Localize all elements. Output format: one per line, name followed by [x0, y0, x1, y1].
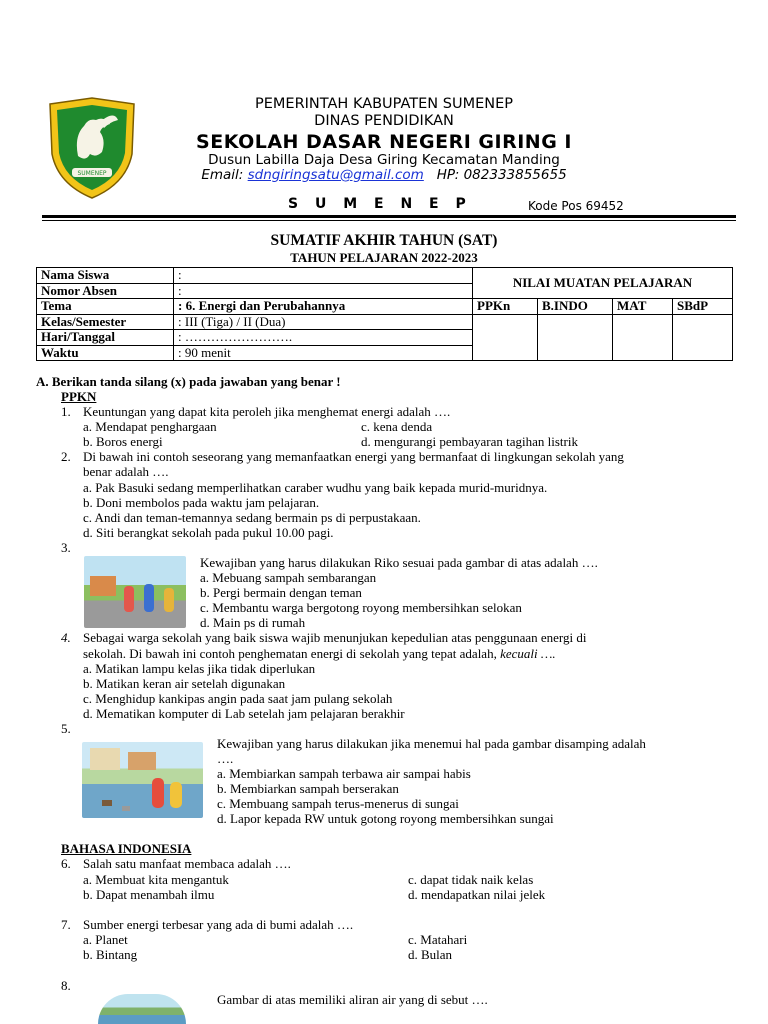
exam-title: SUMATIF AKHIR TAHUN (SAT)	[270, 232, 498, 249]
q6-option-c[interactable]: c. dapat tidak naik kelas	[408, 872, 534, 887]
label-kelas: Kelas/Semester	[37, 314, 174, 330]
q1-option-b[interactable]: b. Boros energi	[83, 434, 163, 449]
q1-option-d[interactable]: d. mengurangi pembayaran tagihan listrik	[361, 434, 578, 449]
q8-number: 8.	[61, 978, 71, 993]
q3-option-a[interactable]: a. Mebuang sampah sembarangan	[200, 570, 377, 585]
subject-sbdp: SBdP	[673, 299, 733, 315]
q3-number: 3.	[61, 540, 71, 555]
q2-option-a[interactable]: a. Pak Basuki sedang memperlihatkan caraber wudhu yang baik kepada murid-muridnya.	[83, 480, 548, 495]
subject-mat: MAT	[613, 299, 673, 315]
q3-option-b[interactable]: b. Pergi bermain dengan teman	[200, 585, 362, 600]
q6-option-a[interactable]: a. Membuat kita mengantuk	[83, 872, 229, 887]
q4-text-2-line	[83, 646, 556, 661]
q5-option-c[interactable]: c. Membuang sampah terus-menerus di sungai	[217, 796, 459, 811]
subject-bindo: B.INDO	[538, 299, 613, 315]
q7-option-d[interactable]: d. Bulan	[408, 947, 453, 962]
q5-number: 5.	[61, 721, 71, 736]
q7-option-b[interactable]: b. Bintang	[83, 947, 138, 962]
q4-option-b[interactable]: b. Matikan keran air setelah digunakan	[83, 676, 286, 691]
exam-year: TAHUN PELAJARAN 2022-2023	[290, 250, 478, 265]
label-waktu: Waktu	[37, 345, 174, 361]
value-tema: : 6. Energi dan Perubahannya	[174, 299, 473, 315]
q2-number: 2.	[61, 449, 71, 464]
value-kelas: : III (Tiga) / II (Dua)	[174, 314, 473, 330]
q5-option-b[interactable]: b. Membiarkan sampah berserakan	[217, 781, 399, 796]
header-line-2: DINAS PENDIDIKAN	[314, 113, 454, 129]
score-sbdp[interactable]	[673, 314, 733, 361]
q2-option-c[interactable]: c. Andi dan teman-temannya sedang bermain ps di perpustakaan.	[83, 510, 421, 525]
q3-illustration	[84, 556, 186, 628]
school-address: Dusun Labilla Daja Desa Giring Kecamatan Manding	[208, 152, 560, 168]
q2-option-b[interactable]: b. Doni membolos pada waktu jam pelajaran.	[83, 495, 320, 510]
section-ppkn: PPKN	[61, 389, 97, 404]
header-divider-thick	[42, 215, 736, 218]
q7-text: Sumber energi terbesar yang ada di bumi adalah ….	[83, 917, 354, 932]
q1-number: 1.	[61, 404, 71, 419]
student-info-table	[36, 267, 733, 361]
q3-option-d[interactable]: d. Main ps di rumah	[200, 615, 306, 630]
label-absen: Nomor Absen	[37, 283, 174, 299]
q1-option-c[interactable]: c. kena denda	[361, 419, 433, 434]
value-hari[interactable]: : …………………….	[174, 330, 473, 346]
q7-number: 7.	[61, 917, 71, 932]
label-nama: Nama Siswa	[37, 268, 174, 284]
q4-option-c[interactable]: c. Menghidup kankipas angin pada saat jam pulang sekolah	[83, 691, 393, 706]
email-link[interactable]: sdngiringsatu@gmail.com	[247, 167, 424, 183]
label-tema: Tema	[37, 299, 174, 315]
email-label: Email:	[201, 167, 244, 183]
school-name: SEKOLAH DASAR NEGERI GIRING I	[196, 131, 572, 153]
q1-option-a[interactable]: a. Mendapat penghargaan	[83, 419, 217, 434]
q4-option-d[interactable]: d. Mematikan komputer di Lab setelah jam pelajaran berakhir	[83, 706, 405, 721]
q5-option-a[interactable]: a. Membiarkan sampah terbawa air sampai habis	[217, 766, 471, 781]
q7-option-c[interactable]: c. Matahari	[408, 932, 468, 947]
score-ppkn[interactable]	[473, 314, 538, 361]
q6-number: 6.	[61, 856, 71, 871]
value-waktu: : 90 menit	[174, 345, 473, 361]
contact-line	[0, 167, 768, 183]
header-line-1: PEMERINTAH KABUPATEN SUMENEP	[255, 96, 513, 112]
score-mat[interactable]	[613, 314, 673, 361]
q4-option-a[interactable]: a. Matikan lampu kelas jika tidak diperlukan	[83, 661, 316, 676]
header-divider-thin	[42, 220, 736, 221]
q4-number: 4.	[61, 630, 71, 645]
q5-option-d[interactable]: d. Lapor kepada RW untuk gotong royong membersihkan sungai	[217, 811, 554, 826]
q4-text-2-italic: kecuali ….	[500, 646, 556, 661]
q2-text-2: benar adalah ….	[83, 464, 169, 479]
section-bindo: BAHASA INDONESIA	[61, 841, 192, 856]
q3-option-c[interactable]: c. Membantu warga bergotong royong membersihkan selokan	[200, 600, 522, 615]
q2-text-1: Di bawah ini contoh seseorang yang memanfaatkan energi yang bermanfaat di lingkungan sekolah yang	[83, 449, 624, 464]
q3-text: Kewajiban yang harus dilakukan Riko sesuai pada gambar di atas adalah ….	[200, 555, 598, 570]
phone: HP: 082333855655	[436, 167, 567, 183]
subject-ppkn: PPKn	[473, 299, 538, 315]
nilai-title: NILAI MUATAN PELAJARAN	[473, 268, 733, 299]
q8-illustration	[98, 994, 186, 1024]
q2-option-d[interactable]: d. Siti berangkat sekolah pada pukul 10.00 pagi.	[83, 525, 334, 540]
q1-text: Keuntungan yang dapat kita peroleh jika menghemat energi adalah ….	[83, 404, 451, 419]
q4-text-1: Sebagai warga sekolah yang baik siswa wajib menunjukan kepedulian atas penggunaan energi di	[83, 630, 587, 645]
q6-option-b[interactable]: b. Dapat menambah ilmu	[83, 887, 215, 902]
q7-option-a[interactable]: a. Planet	[83, 932, 128, 947]
q6-text: Salah satu manfaat membaca adalah ….	[83, 856, 291, 871]
value-nama[interactable]: :	[174, 268, 473, 284]
score-bindo[interactable]	[538, 314, 613, 361]
label-hari: Hari/Tanggal	[37, 330, 174, 346]
q5-illustration	[82, 742, 203, 818]
logo-text: SUMENEP	[77, 170, 107, 177]
q5-text-2: ….	[217, 751, 234, 766]
postcode: Kode Pos 69452	[528, 199, 624, 213]
q6-option-d[interactable]: d. mendapatkan nilai jelek	[408, 887, 546, 902]
city-name: S U M E N E P	[288, 196, 472, 212]
q5-text-1: Kewajiban yang harus dilakukan jika menemui hal pada gambar disamping adalah	[217, 736, 646, 751]
value-absen[interactable]: :	[174, 283, 473, 299]
q4-text-2: sekolah. Di bawah ini contoh penghematan energi di sekolah yang tepat adalah,	[83, 646, 497, 661]
section-instruction: A. Berikan tanda silang (x) pada jawaban yang benar !	[36, 374, 341, 389]
q8-text: Gambar di atas memiliki aliran air yang di sebut ….	[217, 992, 488, 1007]
